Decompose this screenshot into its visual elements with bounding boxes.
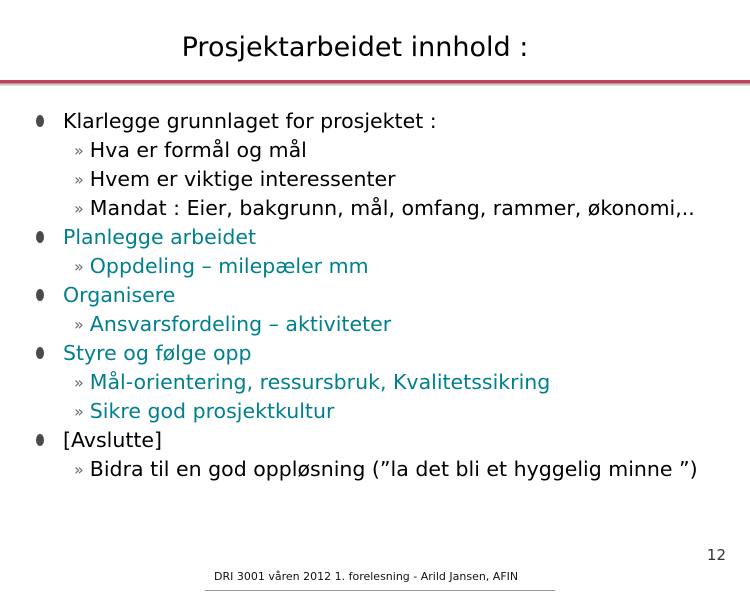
sub-item	[0, 165, 750, 194]
sub-item	[0, 136, 750, 165]
bullet-text: Organisere	[63, 283, 176, 307]
bullet-item	[0, 426, 750, 455]
bullet-item	[0, 339, 750, 368]
chevron-right-icon: »	[74, 373, 84, 392]
sub-item	[0, 397, 750, 426]
bullet-item	[0, 223, 750, 252]
bullet-list	[0, 107, 750, 484]
sub-item-text: Mandat : Eier, bakgrunn, mål, omfang, rammer, økonomi,..	[89, 196, 695, 220]
sub-item-text: Oppdeling – milepæler mm	[89, 254, 369, 278]
bullet-dot-icon	[36, 289, 44, 301]
footer-divider	[205, 590, 555, 591]
chevron-right-icon: »	[74, 315, 84, 334]
sub-item	[0, 194, 750, 223]
bullet-text: Planlegge arbeidet	[63, 225, 257, 249]
sub-item-text: Bidra til en god oppløsning (”la det bli et hyggelig minne ”)	[89, 457, 698, 481]
bullet-text: Klarlegge grunnlaget for prosjektet :	[63, 109, 437, 133]
sub-item-text: Mål-orientering, ressursbruk, Kvalitetssikring	[89, 370, 551, 394]
bullet-dot-icon	[36, 434, 44, 446]
bullet-dot-icon	[36, 115, 44, 127]
title-divider	[0, 80, 750, 86]
chevron-right-icon: »	[74, 170, 84, 189]
sub-item-text: Sikre god prosjektkultur	[89, 399, 335, 423]
page-number: 12	[706, 546, 726, 564]
chevron-right-icon: »	[74, 460, 84, 479]
bullet-text: Styre og følge opp	[63, 341, 252, 365]
chevron-right-icon: »	[74, 257, 84, 276]
bullet-dot-icon	[36, 347, 44, 359]
chevron-right-icon: »	[74, 199, 84, 218]
chevron-right-icon: »	[74, 141, 84, 160]
slide-title: Prosjektarbeidet innhold :	[181, 32, 529, 63]
sub-item	[0, 368, 750, 397]
sub-item-text: Hva er formål og mål	[89, 138, 307, 162]
bullet-item	[0, 107, 750, 136]
sub-item-text: Hvem er viktige interessenter	[89, 167, 396, 191]
chevron-right-icon: »	[74, 402, 84, 421]
sub-item	[0, 310, 750, 339]
footer-text: DRI 3001 våren 2012 1. forelesning - Arild Jansen, AFIN	[214, 570, 519, 583]
bullet-item	[0, 281, 750, 310]
bullet-dot-icon	[36, 231, 44, 243]
sub-item	[0, 455, 750, 484]
sub-item-text: Ansvarsfordeling – aktiviteter	[89, 312, 392, 336]
bullet-text: [Avslutte]	[63, 428, 163, 452]
sub-item	[0, 252, 750, 281]
